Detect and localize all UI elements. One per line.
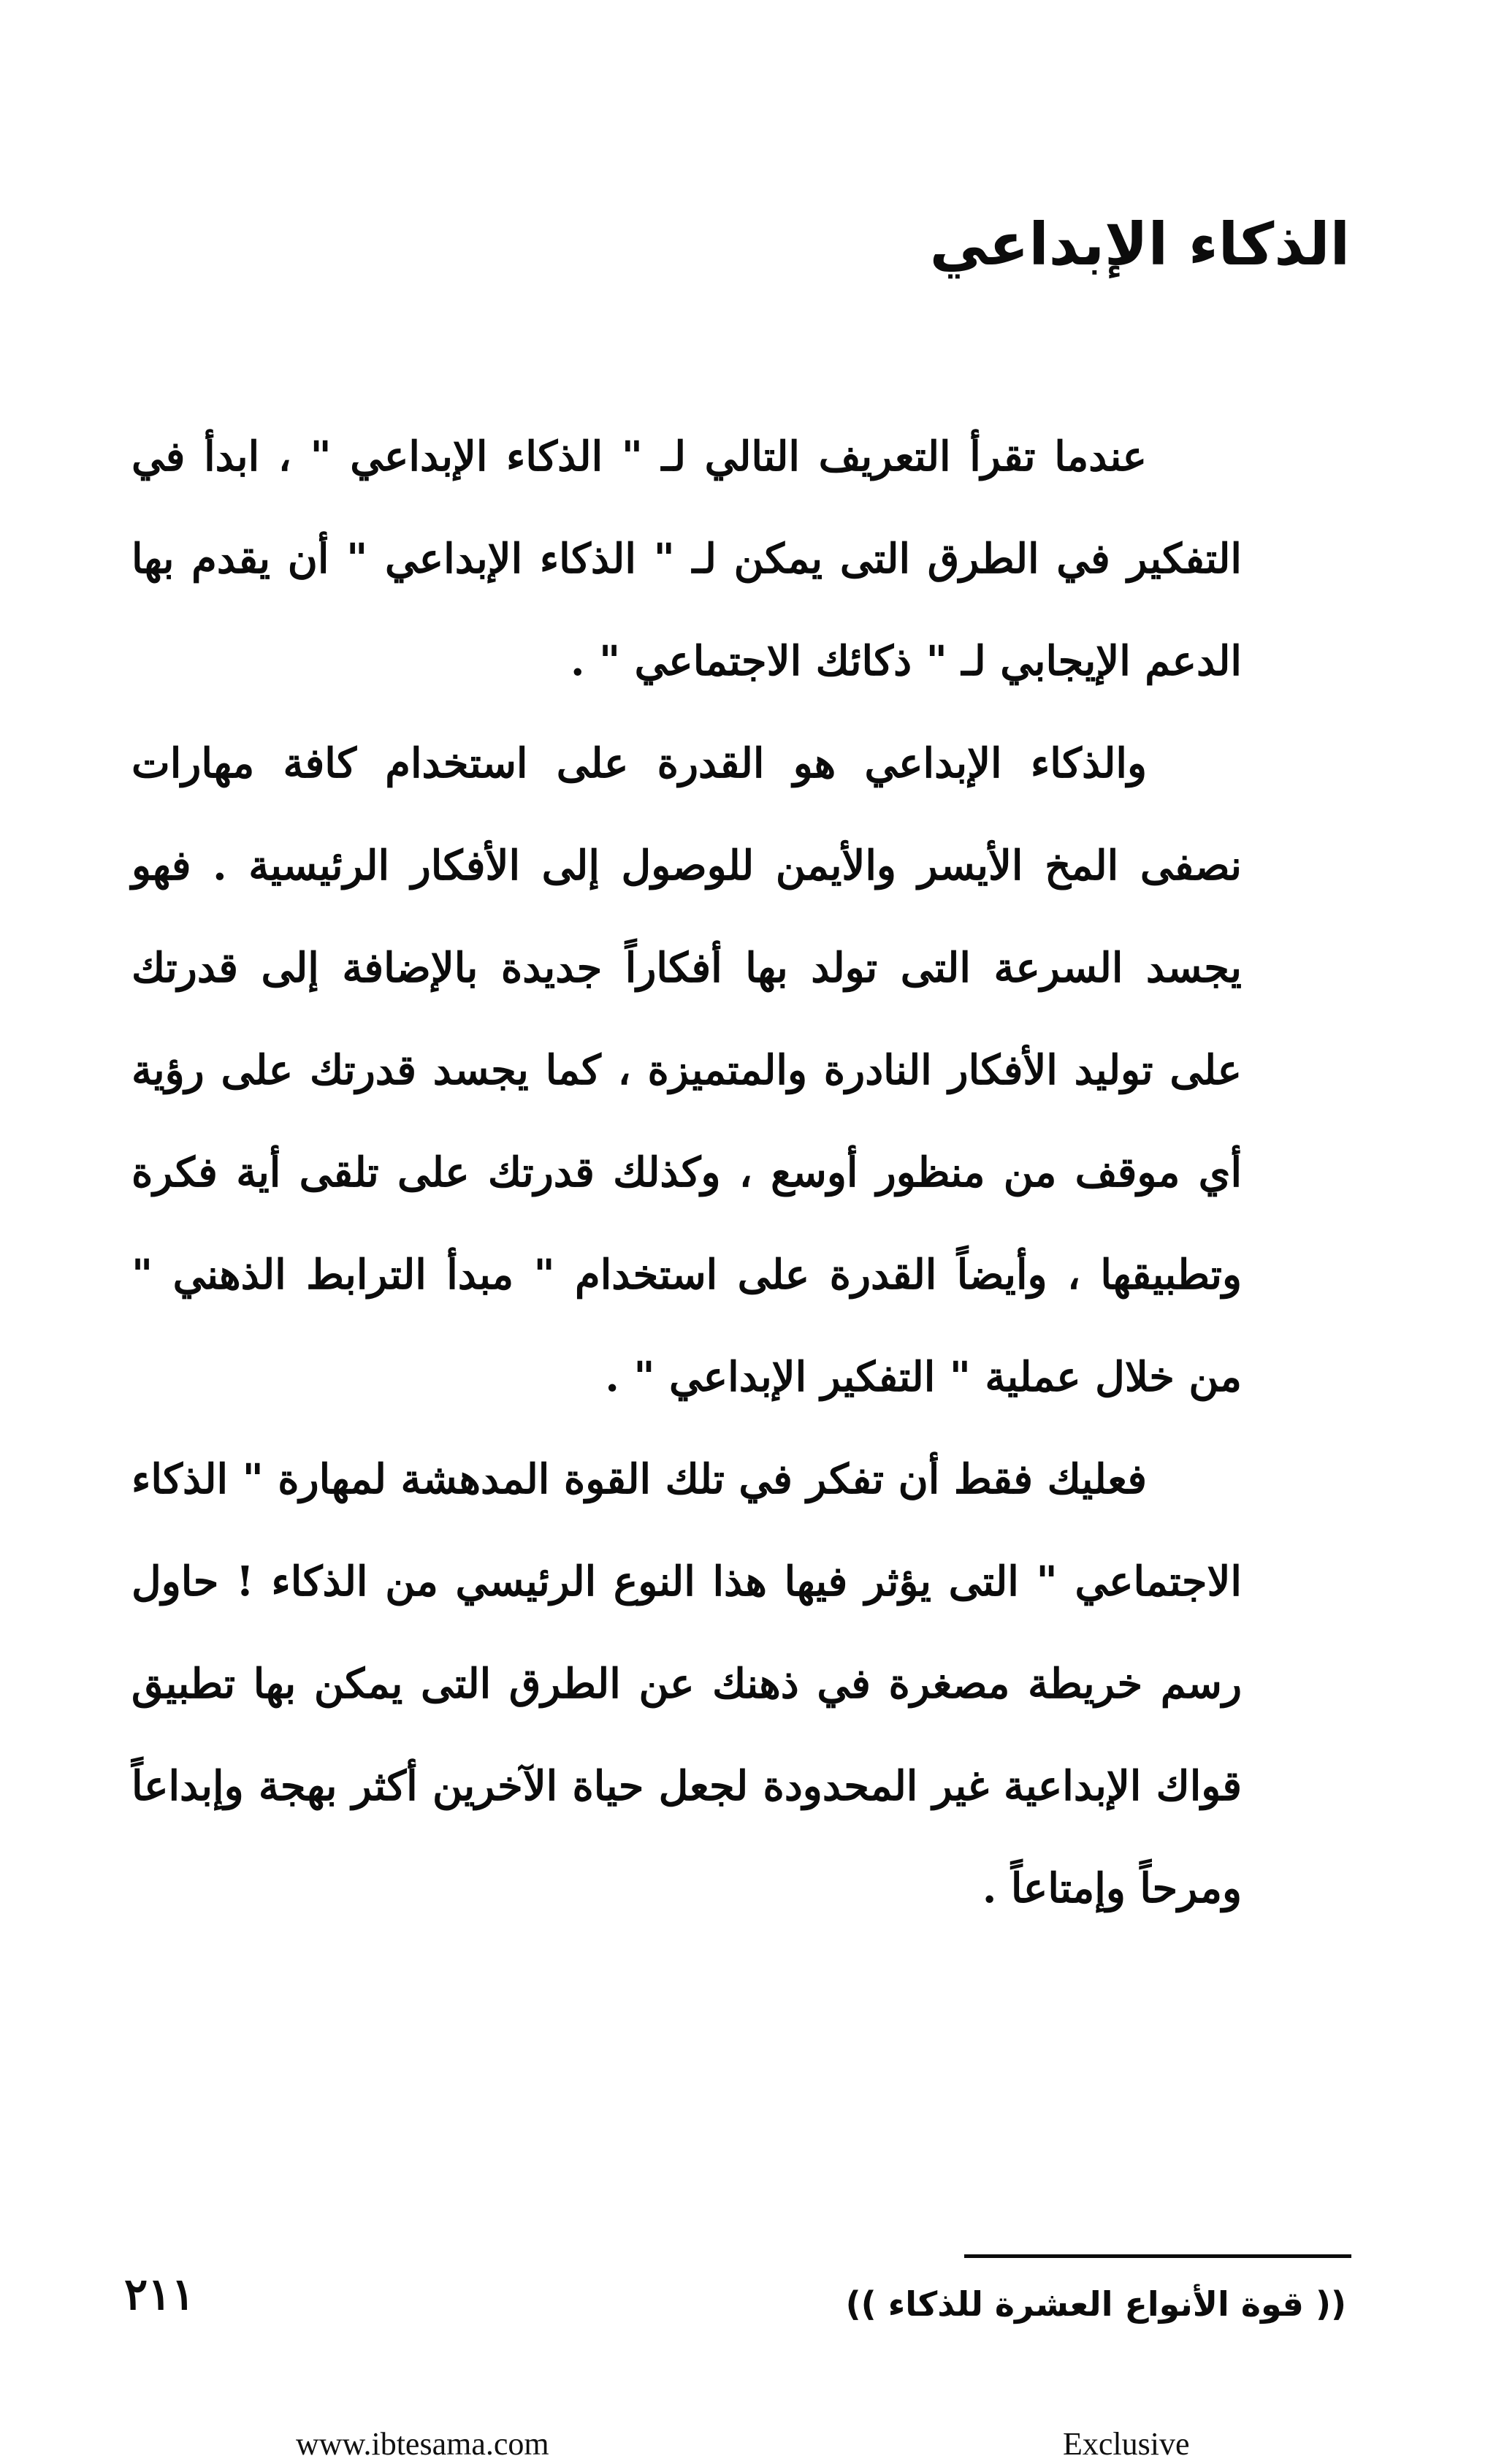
watermark-exclusive-label: Exclusive: [1063, 2426, 1190, 2462]
body-text: [131, 405, 1242, 1939]
running-book-title: (( قوة الأنواع العشرة للذكاء )): [845, 2284, 1346, 2324]
chapter-title: الذكاء الإبداعي: [929, 210, 1350, 278]
paragraph-2: والذكاء الإبداعي هو القدرة على استخدام كافة مهارات نصفى المخ الأيسر والأيمن للوصول إلى الأفكار الرئيسية . فهو يجسد السرعة التى تولد بها أفكاراً جديدة بالإضافة إلى قدرتك على توليد الأفكار النادرة والمتميزة ، كما يجسد قدرتك على رؤية أي موقف من منظور أوسع ، وكذلك قدرتك على تلقى أية فكرة وتطبيقها ، وأيضاً القدرة على استخدام " مبدأ الترابط الذهني " من خلال عملية " التفكير الإبداعي " .: [131, 739, 1242, 1401]
watermark-url: www.ibtesama.com: [296, 2426, 549, 2462]
paragraph-3: فعليك فقط أن تفكر في تلك القوة المدهشة لمهارة " الذكاء الاجتماعي " التى يؤثر فيها هذا النوع الرئيسي من الذكاء ! حاول رسم خريطة مصغرة في ذهنك عن الطرق التى يمكن بها تطبيق قواك الإبداعية غير المحدودة لجعل حياة الآخرين أكثر بهجة وإبداعاً ومرحاً وإمتاعاً .: [131, 1455, 1242, 1912]
paragraph-1: عندما تقرأ التعريف التالي لـ " الذكاء الإبداعي " ، ابدأ في التفكير في الطرق التى يمكن لـ " الذكاء الإبداعي " أن يقدم بها الدعم الإيجابي لـ " ذكائك الاجتماعي " .: [131, 432, 1242, 685]
footer-divider: [964, 2254, 1351, 2258]
page-number: ٢١١: [124, 2269, 195, 2320]
